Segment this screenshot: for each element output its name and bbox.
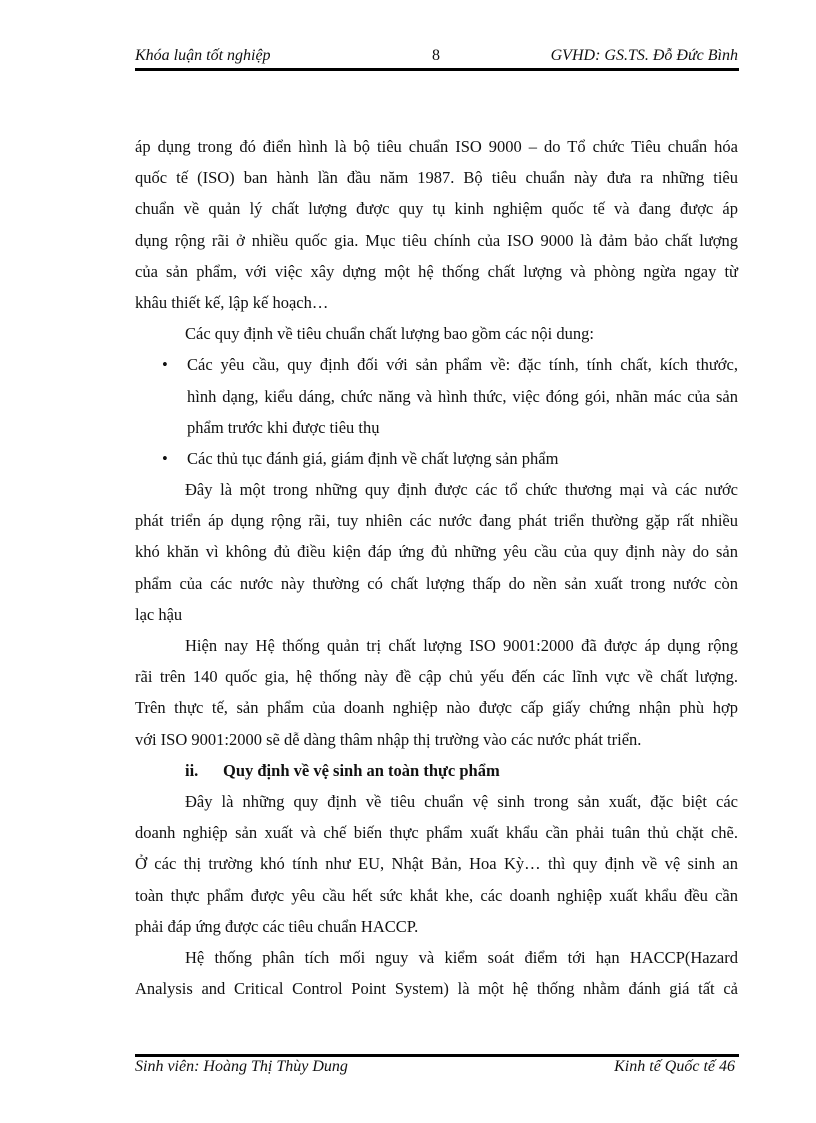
paragraph-line xyxy=(135,287,738,318)
section-heading xyxy=(135,755,738,786)
line-text: của sản phẩm, với việc xây dựng một hệ thống chất lượng và phòng ngừa ngay từ xyxy=(135,261,738,281)
line-text: dụng rộng rãi ở nhiều quốc gia. Mục tiêu chính của ISO 9000 là đảm bảo chất lượng xyxy=(135,230,738,250)
paragraph-line xyxy=(135,505,738,536)
line-text: rãi trên 140 quốc gia, hệ thống này đề cập chủ yếu đến các lĩnh vực về chất lượng. xyxy=(135,667,738,687)
line-text: chuẩn về quản lý chất lượng được quy tụ kinh nghiệm quốc tế và đang được áp xyxy=(135,199,738,219)
bullet-item-line xyxy=(135,412,738,443)
line-text: hình dạng, kiểu dáng, chức năng và hình thức, việc đóng gói, nhãn mác của sản xyxy=(187,386,738,406)
paragraph-line xyxy=(135,568,738,599)
line-text: Các thủ tục đánh giá, giám định về chất lượng sản phẩm xyxy=(187,448,559,468)
header-supervisor: GVHD: GS.TS. Đỗ Đức Bình xyxy=(550,47,738,64)
paragraph-line xyxy=(135,692,738,723)
line-text: áp dụng trong đó điển hình là bộ tiêu chuẩn ISO 9000 – do Tổ chức Tiêu chuẩn hóa xyxy=(135,137,738,156)
paragraph-line xyxy=(135,162,738,193)
paragraph-line xyxy=(135,848,738,879)
paragraph-line xyxy=(135,942,738,973)
page-header xyxy=(135,47,738,67)
footer-rule xyxy=(135,1054,739,1057)
line-text: doanh nghiệp sản xuất và chế biến thực phẩm xuất khẩu cần phải tuân thủ chặt chẽ. xyxy=(135,823,738,843)
paragraph-line xyxy=(135,817,738,848)
bullet-item-line xyxy=(135,443,738,474)
heading-text: Quy định về vệ sinh an toàn thực phẩm xyxy=(223,760,500,780)
line-text: phát triển áp dụng rộng rãi, tuy nhiên các nước đang phát triển thường gặp rất nhiều xyxy=(135,511,738,531)
line-text: phải đáp ứng được các tiêu chuẩn HACCP. xyxy=(135,916,419,936)
paragraph-line xyxy=(135,911,738,942)
line-text: Analysis and Critical Control Point System) là một hệ thống nhằm đánh giá tất cả xyxy=(135,979,738,999)
bullet-item-line xyxy=(135,381,738,412)
line-text: khó khăn vì không đủ điều kiện đáp ứng đủ những yêu cầu của quy định này do sản xyxy=(135,542,738,562)
line-text: toàn thực phẩm được yêu cầu hết sức khắt khe, các doanh nghiệp xuất khẩu đều cần xyxy=(135,885,738,905)
footer-student: Sinh viên: Hoàng Thị Thùy Dung xyxy=(135,1058,348,1075)
bullet-icon: • xyxy=(162,448,168,468)
paragraph-line xyxy=(135,193,738,224)
line-text: Trên thực tế, sản phẩm của doanh nghiệp nào được cấp giấy chứng nhận phù hợp xyxy=(135,698,738,718)
paragraph-line xyxy=(135,256,738,287)
line-text: Ở các thị trường khó tính như EU, Nhật Bản, Hoa Kỳ… thì quy định về vệ sinh an xyxy=(135,854,738,874)
header-title: Khóa luận tốt nghiệp xyxy=(135,47,271,64)
footer-class: Kinh tế Quốc tế 46 xyxy=(614,1058,735,1075)
line-text: Đây là những quy định về tiêu chuẩn vệ sinh trong sản xuất, đặc biệt các xyxy=(185,791,738,811)
line-text: phẩm của các nước này thường có chất lượng thấp do nền sản xuất trong nước còn xyxy=(135,573,738,593)
paragraph-line xyxy=(135,661,738,692)
line-text: khâu thiết kế, lập kế hoạch… xyxy=(135,292,329,312)
document-body xyxy=(135,131,738,1004)
line-text: Hệ thống phân tích mối nguy và kiểm soát điểm tới hạn HACCP(Hazard xyxy=(185,947,738,967)
paragraph-line xyxy=(135,131,738,162)
bullet-icon: • xyxy=(162,355,168,375)
paragraph-line xyxy=(135,880,738,911)
heading-number: ii. xyxy=(185,760,199,780)
paragraph-line xyxy=(135,599,738,630)
line-text: Các yêu cầu, quy định đối với sản phẩm về: đặc tính, tính chất, kích thước, xyxy=(187,355,738,375)
page-number: 8 xyxy=(432,47,440,64)
paragraph-line xyxy=(135,786,738,817)
paragraph-line xyxy=(135,973,738,1004)
paragraph-line xyxy=(135,225,738,256)
paragraph-line xyxy=(135,724,738,755)
line-text: Hiện nay Hệ thống quản trị chất lượng ISO 9001:2000 đã được áp dụng rộng xyxy=(185,636,738,655)
line-text: Các quy định về tiêu chuẩn chất lượng bao gồm các nội dung: xyxy=(185,324,594,344)
line-text: quốc tế (ISO) ban hành lần đầu năm 1987. Bộ tiêu chuẩn này đưa ra những tiêu xyxy=(135,168,738,188)
paragraph-line xyxy=(135,474,738,505)
line-text: lạc hậu xyxy=(135,604,183,624)
line-text: với ISO 9001:2000 sẽ dễ dàng thâm nhập thị trường vào các nước phát triển. xyxy=(135,729,642,749)
paragraph-line xyxy=(135,318,738,349)
line-text: phẩm trước khi được tiêu thụ xyxy=(187,417,380,437)
bullet-item-line xyxy=(135,349,738,380)
paragraph-line xyxy=(135,536,738,567)
header-rule xyxy=(135,68,739,71)
line-text: Đây là một trong những quy định được các tổ chức thương mại và các nước xyxy=(185,480,738,500)
paragraph-line xyxy=(135,630,738,661)
